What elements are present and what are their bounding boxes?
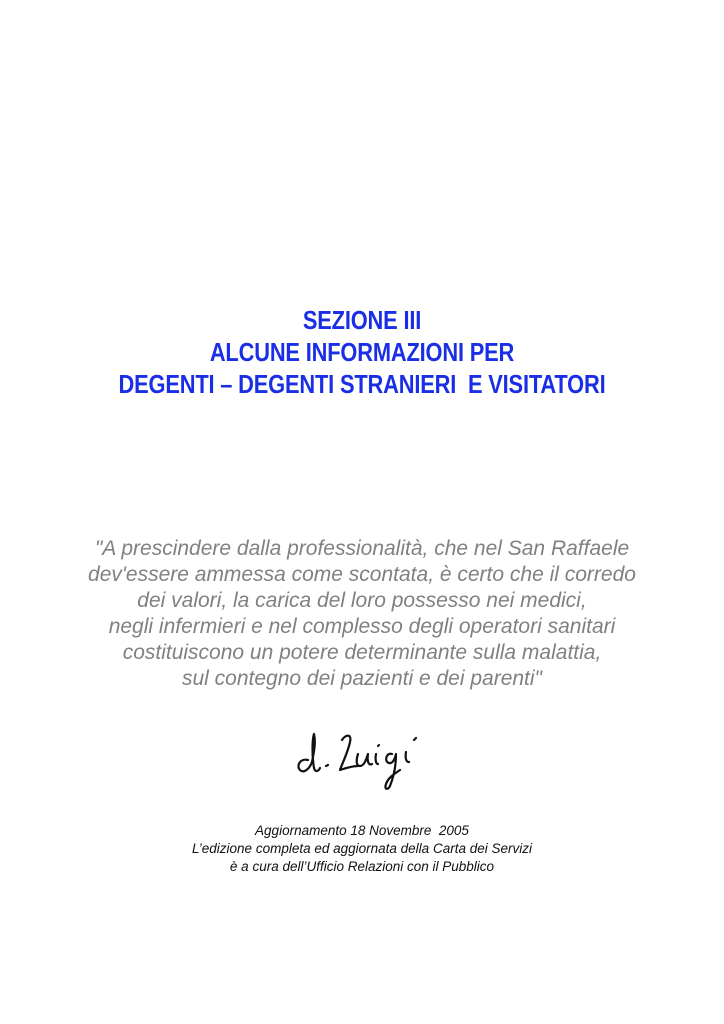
quote-line: dei valori, la carica del loro possesso nei medici, [137, 589, 587, 612]
footer-office-note: è a cura dell’Ufficio Relazioni con il Pubblico [229, 859, 495, 874]
quote-line: negli infermieri e nel complesso degli operatori sanitari [108, 615, 616, 638]
footer-notes [0, 822, 724, 876]
quote-line: costituiscono un potere determinante sulla malattia, [122, 641, 602, 664]
section-heading [58, 304, 666, 400]
heading-line-audience: DEGENTI – DEGENTI STRANIERI E VISITATORI [118, 369, 606, 399]
heading-line-info: ALCUNE INFORMAZIONI PER [209, 337, 515, 367]
quote-line: "A prescindere dalla professionalità, che nel San Raffaele [94, 537, 630, 560]
footer-edition-note: L’edizione completa ed aggiornata della Carta dei Servizi [192, 841, 532, 856]
quote-line: dev'essere ammessa come scontata, è certo che il corredo [88, 563, 636, 586]
heading-line-section: SEZIONE III [302, 305, 422, 335]
footer-update-date: Aggiornamento 18 Novembre 2005 [255, 823, 469, 838]
handwritten-signature [290, 718, 440, 796]
quote-line: sul contegno dei pazienti e dei parenti" [181, 667, 543, 690]
quote-block [0, 536, 724, 692]
